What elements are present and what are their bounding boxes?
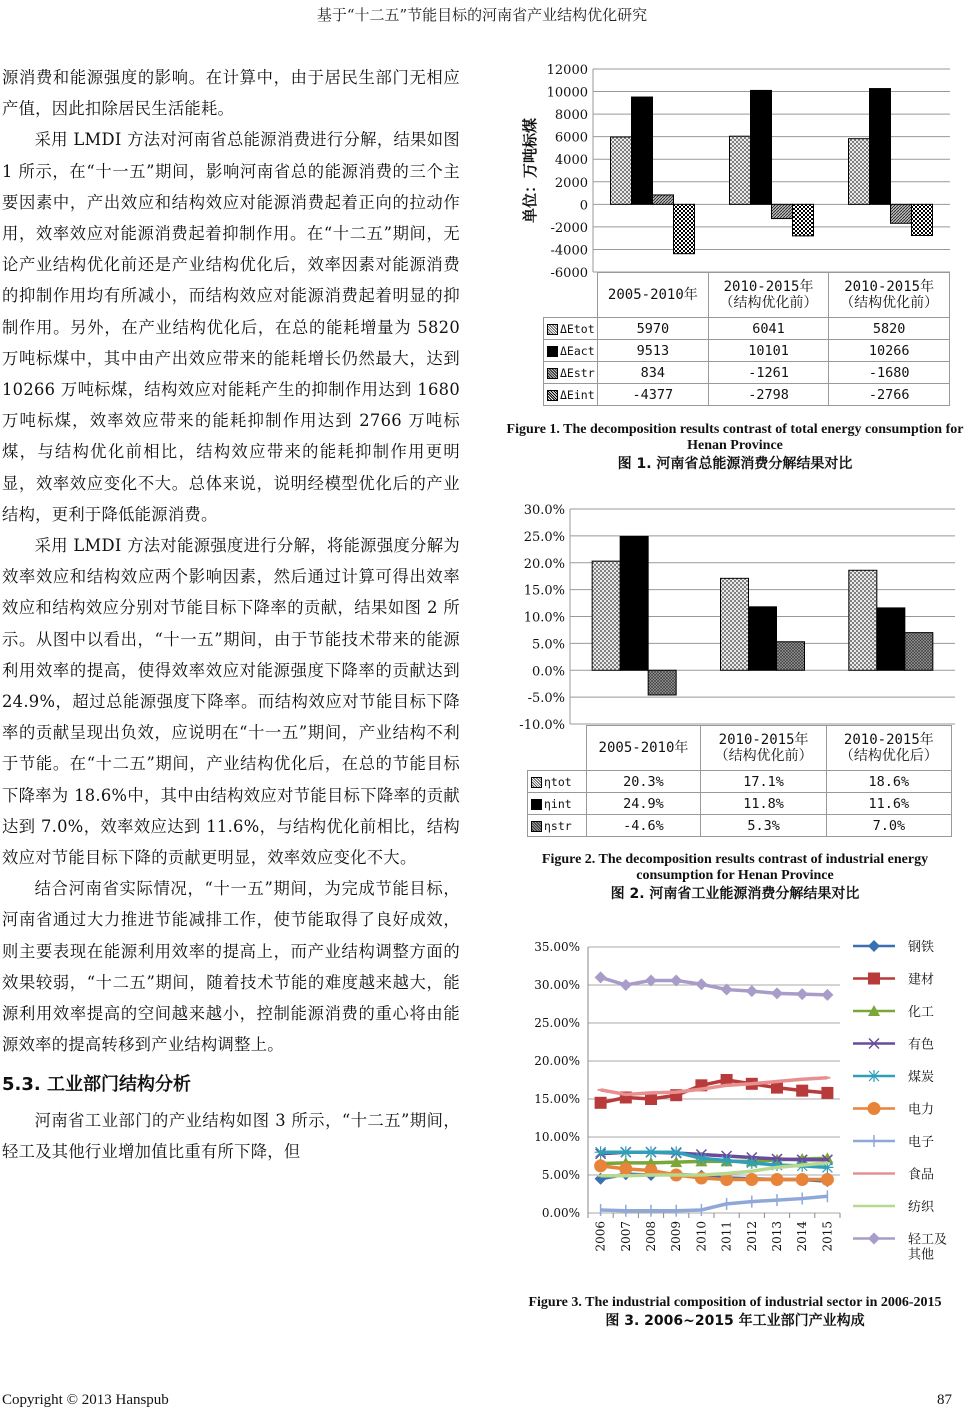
x-tick-label: 2012 — [744, 1221, 759, 1252]
body-text-column — [2, 62, 460, 1167]
paragraph: 河南省工业部门的产业结构如图 3 所示，“十二五”期间，轻工及其他行业增加值比重有所下降，但 — [2, 1110, 460, 1161]
page-number: 87 — [937, 1392, 952, 1408]
table-row — [528, 771, 952, 793]
legend-marker-icon — [868, 973, 880, 985]
legend-label — [544, 340, 598, 362]
table-cell: -2798 — [708, 384, 829, 406]
bar-ΔEint — [912, 204, 933, 235]
paragraph: 采用 LMDI 方法对能源强度进行分解，将能源强度分解为效率效应和结构效应两个影响因素，然后通过计算可得出效率效应和结构效应分别对节能目标下降率的贡献，结果如图 2 所示。从图中以看出，“十一五”期间，由于节能技术带来的能源利用效率的提高，使得效率效应对能源强度下降率的贡献达到 24.9%，超过总能源强度下降率。而结构效应对节能目标下降率的贡献呈现出负效，应说明在“十一五”期间，产业结构不利于节能。在“十二五”期间，产业结构优化后，在总的节能目标下降率为 18.6%中，其中由结构效应对节能目标下降率的贡献达到 7.0%，效率效应达到 11.6%，与结构优化前相比，结构效应对节能目标下降的贡献更明显，效率效应变化不大。 — [2, 536, 460, 868]
col-label: 2005-2010年 — [598, 740, 689, 756]
table-col-header — [586, 726, 701, 771]
table-cell: -2766 — [829, 384, 950, 406]
data-point-轻工及其他 — [821, 989, 833, 1001]
table-cell: 834 — [598, 362, 709, 384]
x-tick-label: 2010 — [694, 1221, 709, 1252]
bar-ΔEstr — [772, 204, 793, 218]
table-row — [544, 362, 950, 384]
legend-marker-icon — [868, 1070, 880, 1082]
figure-2-caption — [505, 852, 964, 904]
figure-1 — [515, 60, 960, 410]
table-cell: 24.9% — [586, 793, 701, 815]
legend-label: 建材 — [908, 972, 935, 988]
figure-2-data-table — [527, 725, 952, 837]
y-tick-label: -2000 — [550, 220, 588, 236]
legend-label: 电力 — [908, 1102, 935, 1118]
data-point-电力 — [771, 1173, 784, 1186]
data-point-建材 — [796, 1085, 808, 1097]
data-point-煤炭 — [746, 1157, 758, 1169]
y-tick-label: 20.00% — [534, 1054, 580, 1068]
legend-swatch-icon — [547, 346, 558, 357]
y-tick-label: 12000 — [546, 63, 588, 78]
y-tick-label: 8000 — [554, 108, 588, 124]
legend-label — [544, 362, 598, 384]
legend-label — [528, 815, 587, 837]
table-row — [528, 793, 952, 815]
y-tick-label: 25.00% — [534, 1016, 580, 1030]
table-cell: 6041 — [708, 318, 829, 340]
y-tick-label: 30.0% — [523, 503, 565, 518]
table-cell: 5.3% — [701, 815, 826, 837]
legend-marker-icon — [868, 1102, 881, 1115]
series-name: ηstr — [544, 818, 572, 833]
y-tick-label: -5.0% — [527, 691, 565, 707]
series-line-食品 — [601, 1078, 828, 1095]
legend-label — [544, 384, 598, 406]
table-cell: 17.1% — [701, 771, 826, 793]
y-tick-label: 15.00% — [534, 1092, 580, 1106]
table-col-header — [708, 273, 829, 318]
figure-3-caption — [505, 1295, 964, 1331]
y-tick-label: 5.0% — [531, 637, 565, 653]
x-tick-label: 2009 — [669, 1221, 684, 1252]
y-axis-label: 单位：万吨标煤 — [521, 117, 539, 224]
col-label: 2010-2015年 （结构优化前） — [719, 279, 818, 311]
table-cell: 18.6% — [826, 771, 951, 793]
series-name: ΔEint — [560, 387, 595, 402]
bar-ηtot — [721, 578, 749, 670]
y-tick-label: 10000 — [546, 85, 588, 101]
y-tick-label: 0.00% — [541, 1206, 580, 1220]
table-cell: 5970 — [598, 318, 709, 340]
y-tick-label: 10.0% — [523, 610, 565, 626]
table-col-header — [826, 726, 951, 771]
legend-swatch-icon — [531, 799, 542, 810]
legend-swatch-icon — [547, 368, 558, 379]
caption-en: Figure 1. The decomposition results contrast of total energy consumption for Henan Province — [506, 422, 964, 453]
table-cell: 11.8% — [701, 793, 826, 815]
data-point-轻工及其他 — [771, 987, 783, 999]
data-point-轻工及其他 — [796, 988, 808, 1000]
data-point-电力 — [594, 1159, 607, 1172]
bar-ΔEstr — [891, 204, 912, 223]
table-cell: 7.0% — [826, 815, 951, 837]
caption-en: Figure 2. The decomposition results contrast of industrial energy consumption for Henan Province — [541, 852, 929, 883]
series-name: ΔEstr — [560, 365, 595, 380]
legend-swatch-icon — [531, 777, 542, 788]
figure-1-caption — [505, 422, 964, 474]
y-tick-label: 0.0% — [531, 664, 565, 680]
x-tick-label: 2007 — [618, 1221, 633, 1252]
x-tick-label: 2008 — [644, 1221, 658, 1252]
section-heading: 5.3. 工业部门结构分析 — [2, 1073, 191, 1095]
data-point-电力 — [745, 1173, 758, 1186]
y-tick-label: 0 — [579, 198, 588, 214]
x-tick-label: 2014 — [795, 1221, 810, 1252]
table-row — [544, 384, 950, 406]
table-cell: -1680 — [829, 362, 950, 384]
y-tick-label: 15.0% — [523, 583, 565, 599]
legend-label: 钢铁 — [908, 940, 935, 955]
legend-swatch-icon — [547, 324, 558, 335]
caption-zh: 图 2. 河南省工业能源消费分解结果对比 — [610, 886, 860, 902]
table-cell: 9513 — [598, 340, 709, 362]
y-tick-label: 20.0% — [523, 556, 565, 572]
x-tick-label: 2006 — [593, 1221, 608, 1252]
data-point-煤炭 — [620, 1146, 632, 1158]
legend-label — [528, 793, 587, 815]
series-line-轻工及其他 — [601, 977, 828, 994]
bar-ΔEtot — [849, 139, 870, 205]
bar-ΔEint — [674, 204, 695, 253]
caption-en: Figure 3. The industrial composition of industrial sector in 2006-2015 — [528, 1295, 942, 1310]
y-tick-label: 10.00% — [534, 1130, 580, 1144]
y-tick-label: 2000 — [554, 175, 588, 191]
data-point-轻工及其他 — [695, 978, 707, 990]
y-tick-label: 35.00% — [534, 940, 580, 954]
series-name: ΔEtot — [560, 321, 595, 336]
data-point-煤炭 — [721, 1155, 733, 1167]
legend-label: 煤炭 — [908, 1070, 935, 1085]
y-tick-label: 6000 — [554, 130, 588, 146]
table-corner — [528, 726, 587, 771]
series-line-电子 — [601, 1196, 828, 1210]
bar-ΔEact — [751, 90, 772, 204]
table-row — [528, 815, 952, 837]
figure-3 — [505, 928, 960, 1278]
copyright: Copyright © 2013 Hanspub — [2, 1392, 169, 1408]
paragraph: 源消费和能源强度的影响。在计算中，由于居民生部门无相应产值，因此扣除居民生活能耗。 — [2, 68, 460, 119]
y-tick-label: 30.00% — [534, 978, 580, 992]
data-point-煤炭 — [670, 1146, 682, 1158]
x-tick-label: 2011 — [719, 1221, 734, 1252]
figure-2-chart — [505, 495, 960, 730]
legend-label — [544, 318, 598, 340]
legend-marker-icon — [868, 1233, 880, 1245]
table-cell: 20.3% — [586, 771, 701, 793]
y-tick-label: -10.0% — [519, 718, 565, 730]
figure-3-chart — [505, 928, 960, 1278]
table-col-header — [598, 273, 709, 318]
series-name: ΔEact — [560, 343, 595, 358]
bar-ηint — [620, 536, 648, 670]
legend-label: 轻工及其他 — [908, 1232, 948, 1263]
table-row — [544, 318, 950, 340]
legend-label — [528, 771, 587, 793]
running-title: 基于“十二五”节能目标的河南省产业结构优化研究 — [316, 6, 648, 24]
bar-ηstr — [777, 642, 805, 670]
bar-ηstr — [905, 633, 933, 671]
table-cell: -4377 — [598, 384, 709, 406]
bar-ηint — [877, 608, 905, 670]
table-cell: -1261 — [708, 362, 829, 384]
figure-1-data-table — [543, 272, 950, 406]
legend-swatch-icon — [547, 390, 558, 401]
y-tick-label: 5.00% — [541, 1168, 580, 1182]
table-cell: -4.6% — [586, 815, 701, 837]
bar-ΔEtot — [730, 136, 751, 204]
data-point-煤炭 — [645, 1146, 657, 1158]
table-col-header — [829, 273, 950, 318]
col-label: 2010-2015年 （结构优化前） — [714, 732, 813, 764]
table-cell: 5820 — [829, 318, 950, 340]
table-col-header — [701, 726, 826, 771]
bar-ΔEact — [632, 97, 653, 204]
col-label: 2010-2015年 （结构优化后） — [839, 732, 938, 764]
series-name: ηint — [544, 796, 572, 811]
data-point-电力 — [796, 1173, 809, 1186]
col-label: 2010-2015年 （结构优化前） — [840, 279, 939, 311]
col-label: 2005-2010年 — [607, 287, 698, 303]
bar-ΔEact — [870, 89, 891, 205]
data-point-建材 — [595, 1097, 607, 1109]
series-name: ηtot — [544, 774, 572, 789]
y-tick-label: 4000 — [554, 153, 588, 169]
legend-label: 有色 — [908, 1037, 935, 1053]
legend-label: 纺织 — [908, 1200, 935, 1215]
legend-marker-icon — [868, 940, 880, 952]
caption-zh: 图 1. 河南省总能源消费分解结果对比 — [617, 456, 853, 472]
y-tick-label: -6000 — [550, 266, 588, 281]
table-row — [544, 340, 950, 362]
bar-ΔEstr — [653, 195, 674, 204]
bar-ηint — [749, 607, 777, 670]
y-tick-label: -4000 — [550, 243, 588, 259]
data-point-煤炭 — [595, 1146, 607, 1158]
legend-label: 食品 — [908, 1167, 935, 1183]
bar-ηtot — [849, 570, 877, 670]
figure-2 — [505, 495, 960, 840]
x-tick-label: 2013 — [770, 1221, 784, 1252]
caption-zh: 图 3. 2006~2015 年工业部门产业构成 — [605, 1313, 865, 1329]
bar-ΔEint — [793, 204, 814, 236]
legend-swatch-icon — [531, 821, 542, 832]
data-point-电力 — [619, 1162, 632, 1175]
data-point-煤炭 — [695, 1152, 707, 1164]
bar-ηstr — [648, 670, 676, 695]
table-cell: 10101 — [708, 340, 829, 362]
figure-1-chart — [515, 60, 960, 285]
table-cell: 10266 — [829, 340, 950, 362]
paragraph: 采用 LMDI 方法对河南省总能源消费进行分解，结果如图 1 所示，在“十一五”期间，影响河南省总的能源消费的三个主要因素中，产出效应和结构效应对能源消费起着正向的拉动作用，效率效应对能源消费起着抑制作用。在“十二五”期间，无论产业结构优化前还是产业结构优化后，效率因素对能源消费的抑制作用均有所减小，而结构效应对能源消费起着明显的抑制作用。另外，在产业结构优化后，在总的能耗增量为 5820 万吨标煤中，其中由产出效应带来的能耗增长仍然最大，达到 10266 万吨标煤，结构效应对能耗产生的抑制作用达到 1680 万吨标煤，效率效应带来的能耗抑制作用达到 2766 万吨标煤，与结构优化前相比，结构效应带来的能耗抑制作用更明显，效率效应变化不大。总体来说，说明经模型优化后的产业结构，更利于降低能源消费。 — [2, 130, 460, 524]
y-tick-label: 25.0% — [523, 529, 565, 545]
bar-ηtot — [592, 561, 620, 670]
data-point-轻工及其他 — [746, 985, 758, 997]
legend-label: 化工 — [908, 1005, 935, 1020]
legend-label: 电子 — [908, 1135, 935, 1150]
table-cell: 11.6% — [826, 793, 951, 815]
bar-ΔEtot — [611, 137, 632, 204]
data-point-轻工及其他 — [595, 971, 607, 983]
table-corner — [544, 273, 598, 318]
paragraph: 结合河南省实际情况，“十一五”期间，为完成节能目标，河南省通过大力推进节能减排工作，使节能取得了良好成效，则主要表现在能源利用效率的提高上，而产业结构调整方面的效果较弱，“十二五”期间，随着技术节能的难度越来越大，能源利用效率提高的空间越来越小，控制能源消费的重心将由能源效率的提高转移到产业结构调整上。 — [2, 879, 460, 1055]
x-tick-label: 2015 — [820, 1221, 835, 1252]
data-point-建材 — [821, 1087, 833, 1099]
data-point-电力 — [821, 1173, 834, 1186]
data-point-轻工及其他 — [620, 979, 632, 991]
